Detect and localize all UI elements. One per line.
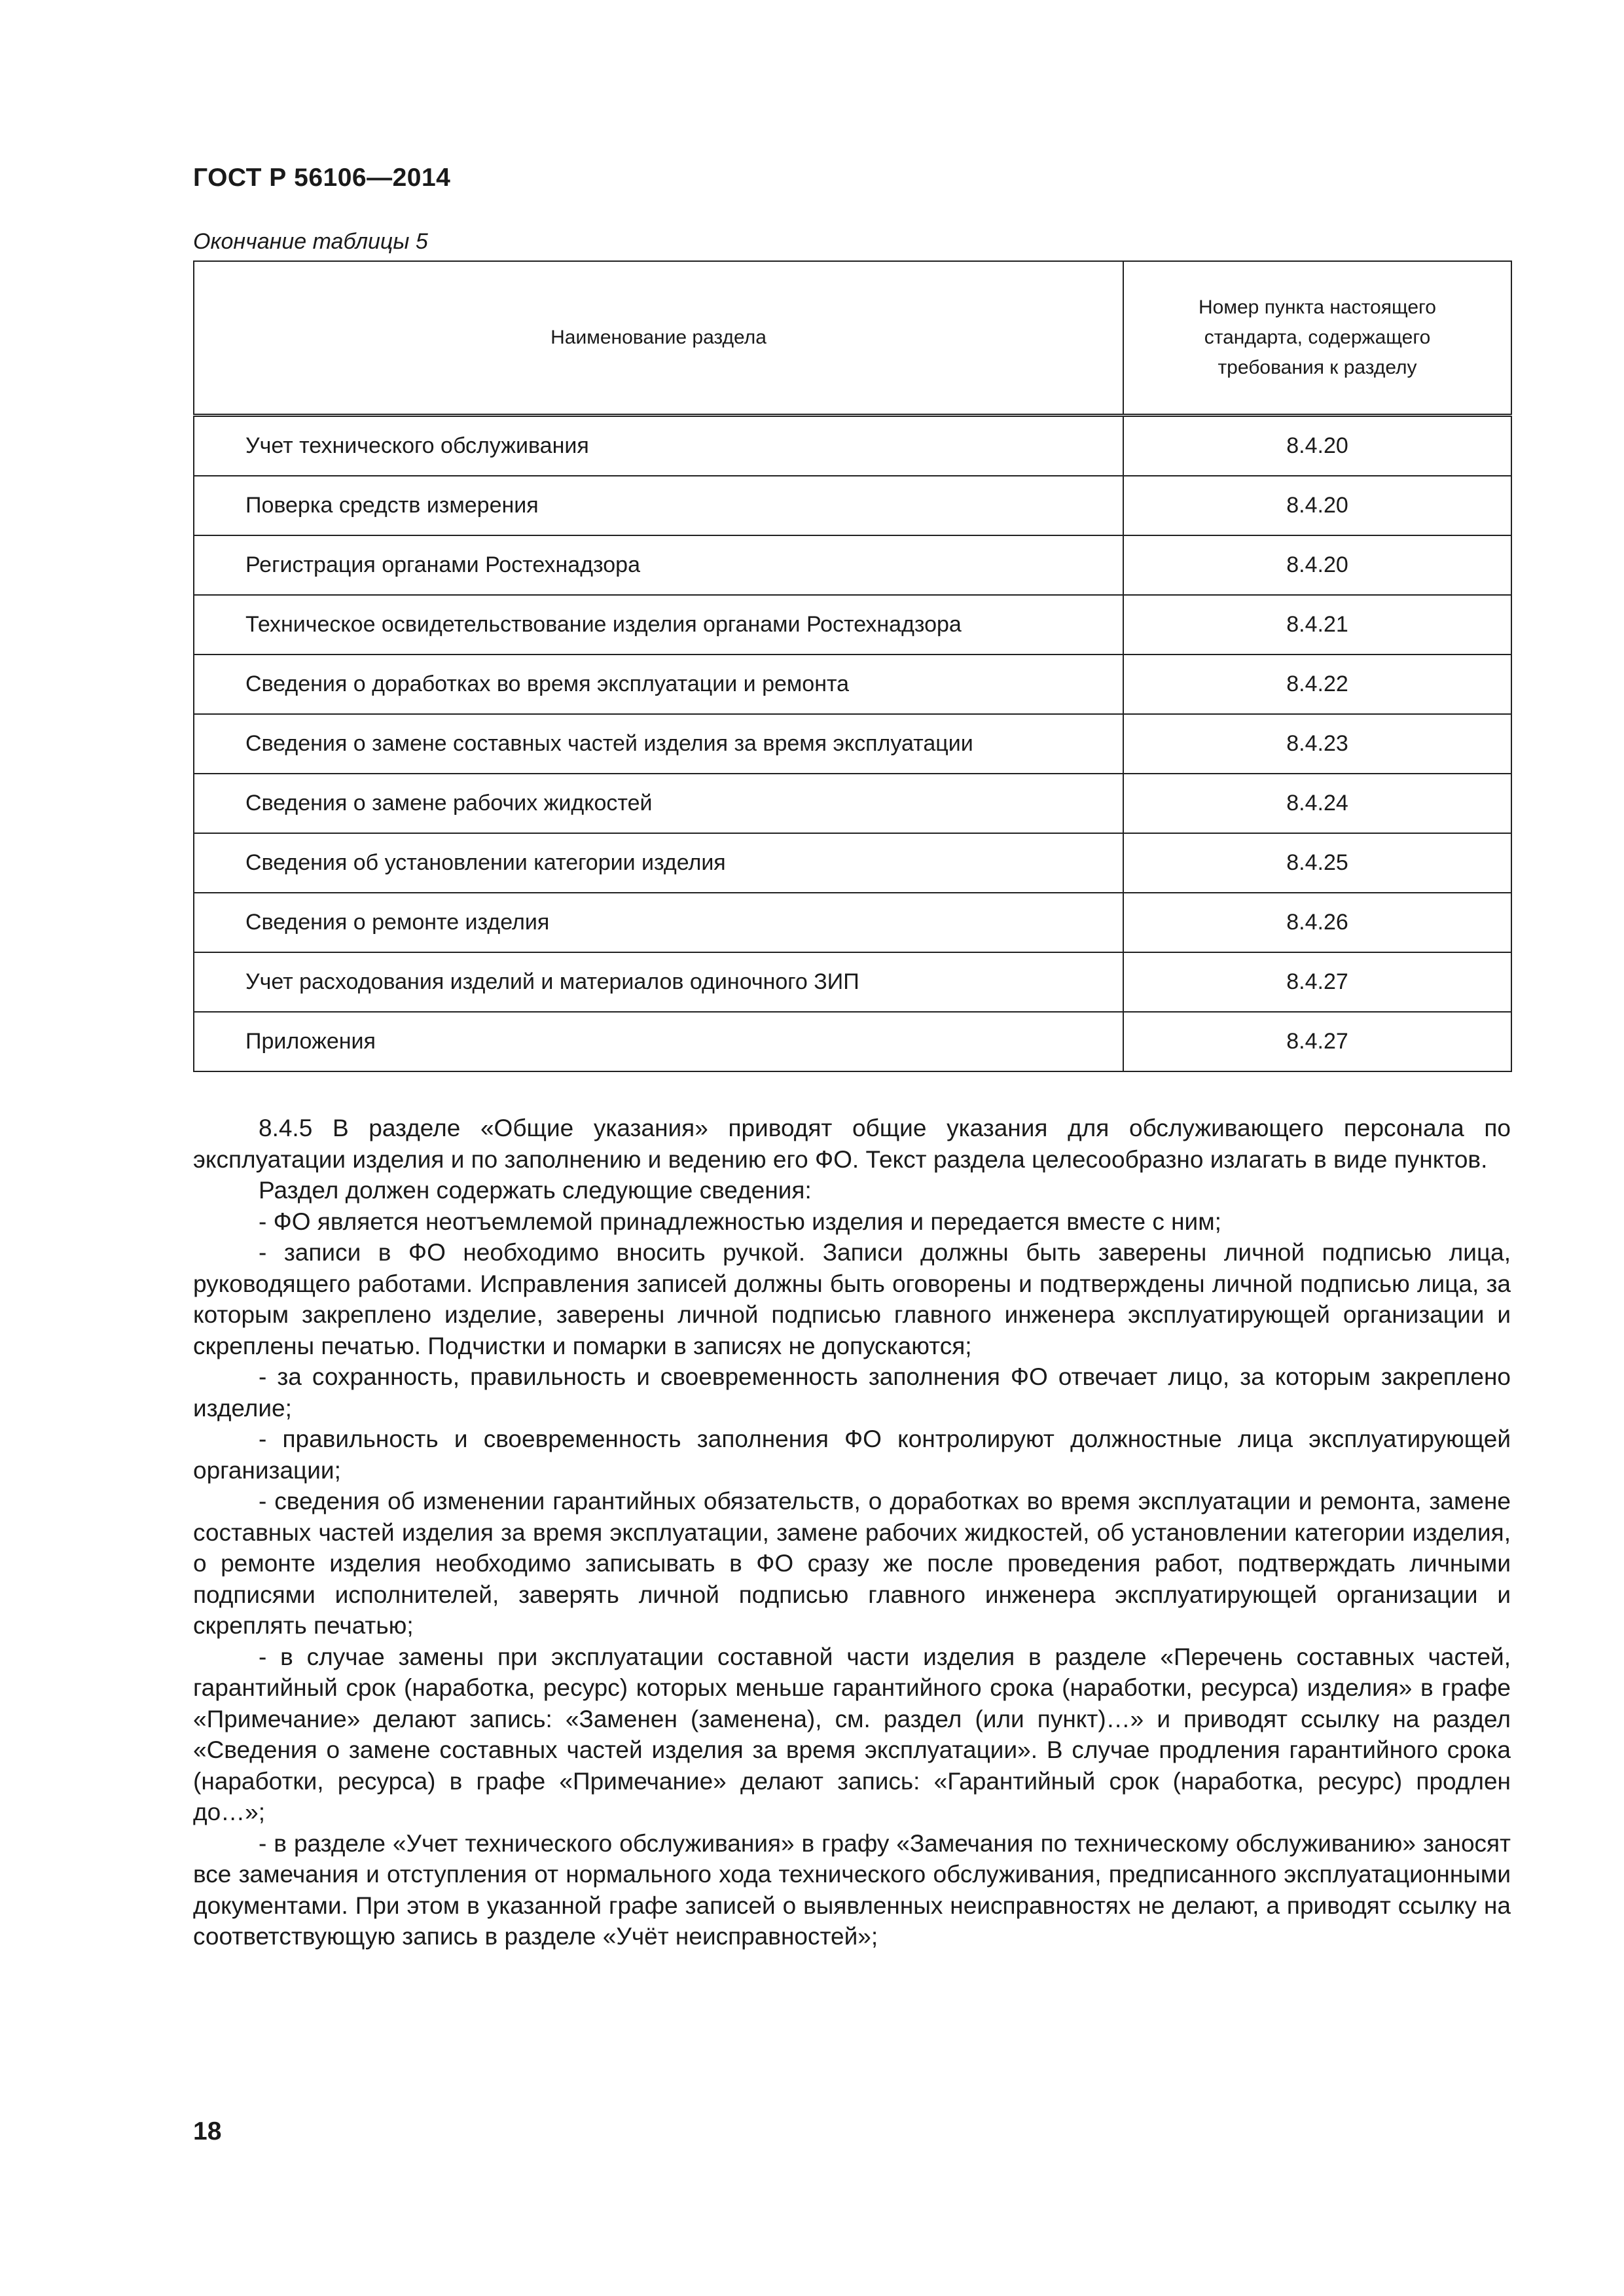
table-row — [194, 416, 1511, 476]
row-number: 8.4.23 — [1123, 714, 1511, 774]
column-header-name: Наименование раздела — [194, 261, 1123, 416]
row-name: Сведения о замене составных частей изделия за время эксплуатации — [194, 714, 1123, 774]
table-row — [194, 714, 1511, 774]
paragraph: - правильность и своевременность заполнения ФО контролируют должностные лица эксплуатирующей организации; — [193, 1426, 1511, 1484]
table-row — [194, 833, 1511, 893]
paragraph: Раздел должен содержать следующие сведения: — [259, 1177, 812, 1204]
table-row — [194, 774, 1511, 833]
paragraph: - записи в ФО необходимо вносить ручкой. Записи должны быть заверены личной подписью лица, руководящего работами. Исправления записей должны быть оговорены и подтверждены личной подписью лица, за которым закреплено изделие, заверены личной подписью главного инженера эксплуатирующей организации и скреплены печатью. Подчистки и помарки в записях не допускаются; — [193, 1239, 1511, 1359]
paragraph: - ФО является неотъемлемой принадлежностью изделия и передается вместе с ним; — [259, 1208, 1221, 1235]
row-name: Сведения о доработках во время эксплуатации и ремонта — [194, 655, 1123, 714]
row-name: Приложения — [194, 1012, 1123, 1071]
column-header-number-text: Номер пункта настоящего стандарта, содержащего требования к разделу — [1199, 296, 1436, 378]
row-name: Регистрация органами Ростехнадзора — [194, 535, 1123, 595]
paragraph: - сведения об изменении гарантийных обязательств, о доработках во время эксплуатации и ремонта, замене составных частей изделия за время эксплуатации, замене рабочих жидкостей, об установлении категории изделия, о ремонте изделия необходимо записывать в ФО сразу же после проведения работ, подтверждать личными подписями исполнителей, заверять личной подписью главного инженера эксплуатирующей организации и скреплять печатью; — [193, 1488, 1511, 1639]
row-number: 8.4.20 — [1123, 416, 1511, 476]
table-row — [194, 535, 1511, 595]
row-number: 8.4.26 — [1123, 893, 1511, 952]
table-row — [194, 476, 1511, 535]
paragraph: 8.4.5 В разделе «Общие указания» приводят общие указания для обслуживающего персонала по эксплуатации изделия и по заполнению и ведению его ФО. Текст раздела целесообразно излагать в виде пунктов. — [193, 1115, 1511, 1173]
paragraph: - в случае замены при эксплуатации составной части изделия в разделе «Перечень составных частей, гарантийный срок (наработка, ресурс) которых меньше гарантийного срока (наработки, ресурса) изделия» в графе «Примечание» делают запись: «Заменен (заменена), см. раздел (или пункт)…» и приводят ссылку на раздел «Сведения о замене составных частей изделия за время эксплуатации». В случае продления гарантийного срока (наработки, ресурса) в графе «Примечание» делают запись: «Гарантийный срок (наработка, ресурс) продлен до…»; — [193, 1643, 1511, 1825]
sections-table — [193, 260, 1512, 1072]
table-row — [194, 1012, 1511, 1071]
row-name: Техническое освидетельствование изделия органами Ростехнадзора — [194, 595, 1123, 655]
table-row — [194, 595, 1511, 655]
table-row — [194, 952, 1511, 1012]
body-text — [193, 1113, 1511, 1952]
row-name: Поверка средств измерения — [194, 476, 1123, 535]
table-header-row — [194, 261, 1511, 416]
row-name: Сведения о ремонте изделия — [194, 893, 1123, 952]
row-name: Сведения об установлении категории изделия — [194, 833, 1123, 893]
row-number: 8.4.24 — [1123, 774, 1511, 833]
row-number: 8.4.20 — [1123, 476, 1511, 535]
table-row — [194, 893, 1511, 952]
row-number: 8.4.27 — [1123, 1012, 1511, 1071]
row-name: Учет расходования изделий и материалов одиночного ЗИП — [194, 952, 1123, 1012]
table-row — [194, 655, 1511, 714]
table-caption: Окончание таблицы 5 — [193, 229, 428, 254]
column-header-number — [1123, 261, 1511, 416]
row-number: 8.4.21 — [1123, 595, 1511, 655]
page-number: 18 — [193, 2117, 222, 2145]
row-name: Сведения о замене рабочих жидкостей — [194, 774, 1123, 833]
document-code: ГОСТ Р 56106—2014 — [193, 164, 451, 192]
row-number: 8.4.27 — [1123, 952, 1511, 1012]
row-name: Учет технического обслуживания — [194, 416, 1123, 476]
row-number: 8.4.25 — [1123, 833, 1511, 893]
paragraph: - в разделе «Учет технического обслуживания» в графу «Замечания по техническому обслуживанию» заносят все замечания и отступления от нормального хода технического обслуживания, предписанного эксплуатационными документами. При этом в указанной графе записей о выявленных неисправностях не делают, а приводят ссылку на соответствующую запись в разделе «Учёт неисправностей»; — [193, 1829, 1511, 1950]
row-number: 8.4.20 — [1123, 535, 1511, 595]
row-number: 8.4.22 — [1123, 655, 1511, 714]
paragraph: - за сохранность, правильность и своевременность заполнения ФО отвечает лицо, за которым закреплено изделие; — [193, 1363, 1511, 1422]
